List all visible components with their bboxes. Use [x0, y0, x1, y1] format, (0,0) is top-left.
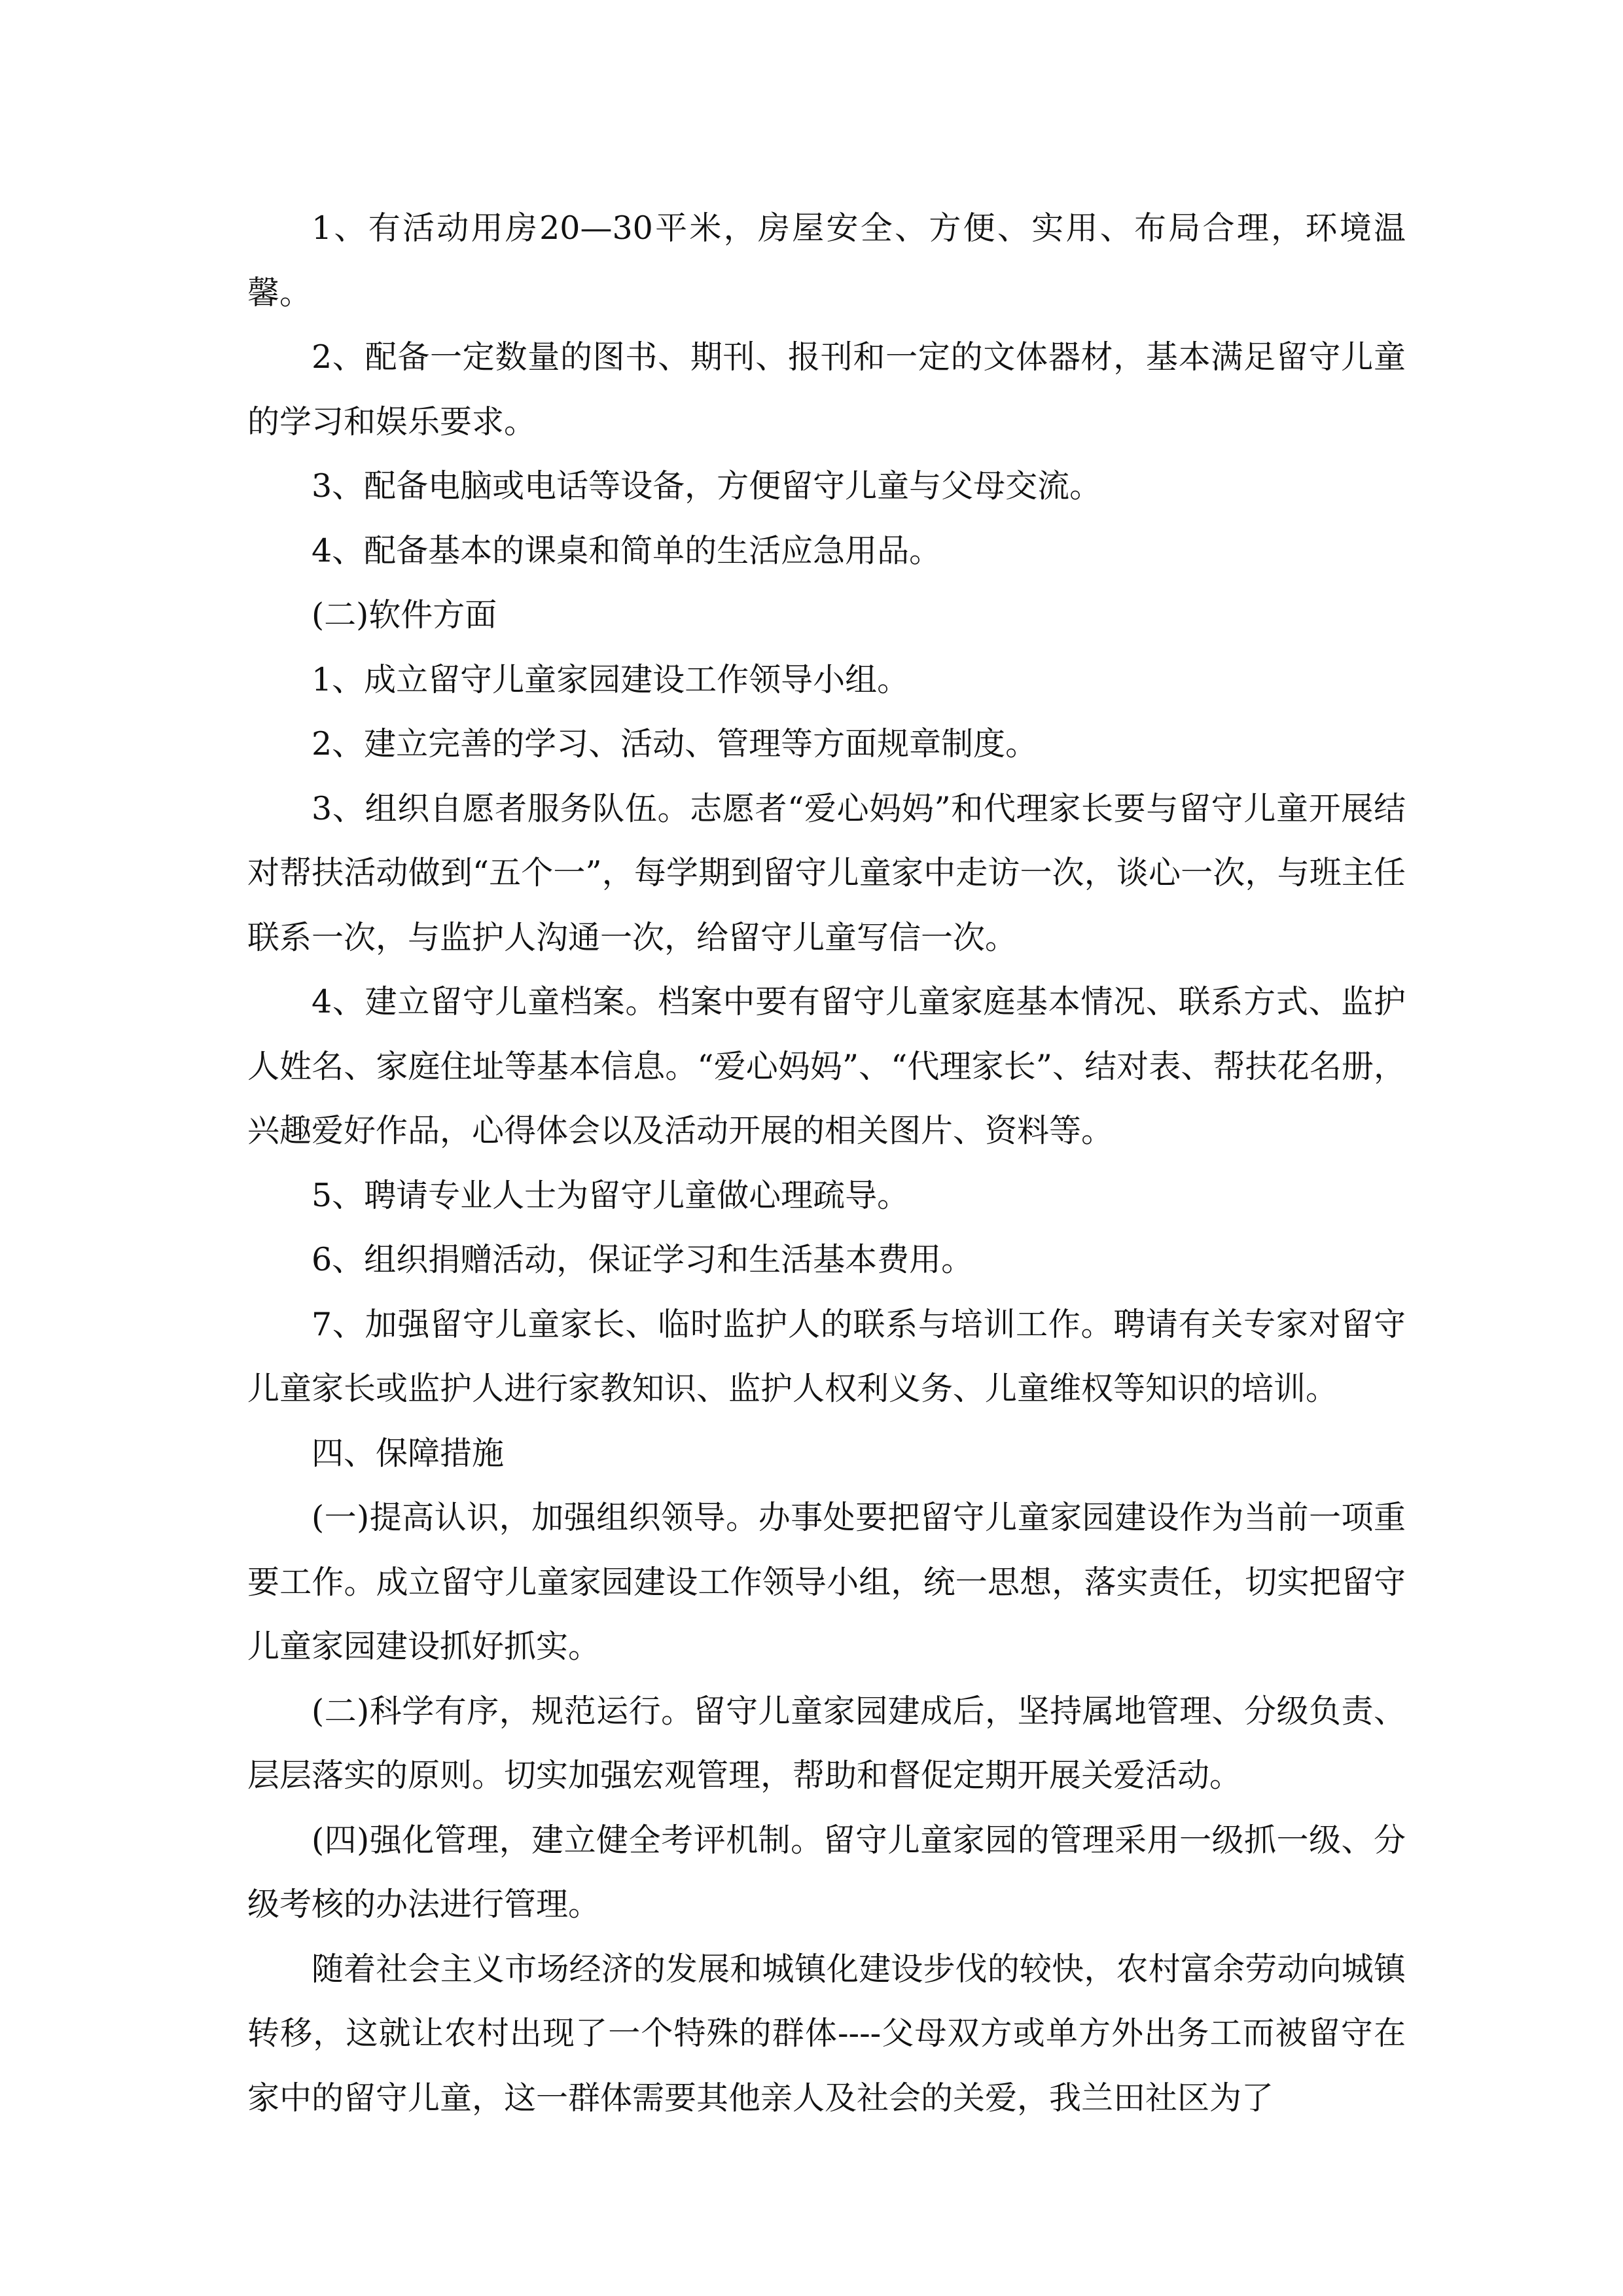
paragraph-6: 2、建立完善的学习、活动、管理等方面规章制度。: [312, 725, 1038, 762]
paragraph-5: 1、成立留守儿童家园建设工作领导小组。: [312, 660, 910, 698]
section-heading-software: (二)软件方面: [312, 596, 497, 634]
paragraph-10: 6、组织捐赠活动，保证学习和生活基本费用。: [312, 1241, 974, 1278]
paragraph-1: 1、有活动用房20—30平米，房屋安全、方便、实用、布局合理，环境温馨。: [247, 209, 1406, 312]
section-heading-safeguards: 四、保障措施: [312, 1434, 505, 1472]
paragraph-2: 2、配备一定数量的图书、期刊、报刊和一定的文体器材，基本满足留守儿童的学习和娱乐要求。: [247, 338, 1406, 440]
paragraph-4: 4、配备基本的课桌和简单的生活应急用品。: [312, 531, 942, 569]
paragraph-11: 7、加强留守儿童家长、临时监护人的联系与培训工作。聘请有关专家对留守儿童家长或监护人进行家教知识、监护人权利义务、儿童维权等知识的培训。: [247, 1305, 1406, 1407]
paragraph-12: (一)提高认识，加强组织领导。办事处要把留守儿童家园建设作为当前一项重要工作。成立留守儿童家园建设工作领导小组，统一思想，落实责任，切实把留守儿童家园建设抓好抓实。: [247, 1499, 1406, 1665]
paragraph-9: 5、聘请专业人士为留守儿童做心理疏导。: [312, 1176, 910, 1214]
paragraph-3: 3、配备电脑或电话等设备，方便留守儿童与父母交流。: [312, 467, 1102, 505]
document-body: [247, 196, 1406, 2130]
paragraph-15: 随着社会主义市场经济的发展和城镇化建设步伐的较快，农村富余劳动向城镇转移，这就让农村出现了一个特殊的群体----父母双方或单方外出务工而被留守在家中的留守儿童，这一群体需要其他亲人及社会的关爱，我兰田社区为了: [247, 1950, 1406, 2117]
paragraph-14: (四)强化管理，建立健全考评机制。留守儿童家园的管理采用一级抓一级、分级考核的办法进行管理。: [247, 1821, 1406, 1923]
paragraph-8: 4、建立留守儿童档案。档案中要有留守儿童家庭基本情况、联系方式、监护人姓名、家庭住址等基本信息。“爱心妈妈”、“代理家长”、结对表、帮扶花名册，兴趣爱好作品，心得体会以及活动开展的相关图片、资料等。: [247, 983, 1406, 1149]
paragraph-7: 3、组织自愿者服务队伍。志愿者“爱心妈妈”和代理家长要与留守儿童开展结对帮扶活动做到“五个一”，每学期到留守儿童家中走访一次，谈心一次，与班主任联系一次，与监护人沟通一次，给留守儿童写信一次。: [247, 789, 1406, 956]
paragraph-13: (二)科学有序，规范运行。留守儿童家园建成后，坚持属地管理、分级负责、层层落实的原则。切实加强宏观管理，帮助和督促定期开展关爱活动。: [247, 1692, 1406, 1794]
